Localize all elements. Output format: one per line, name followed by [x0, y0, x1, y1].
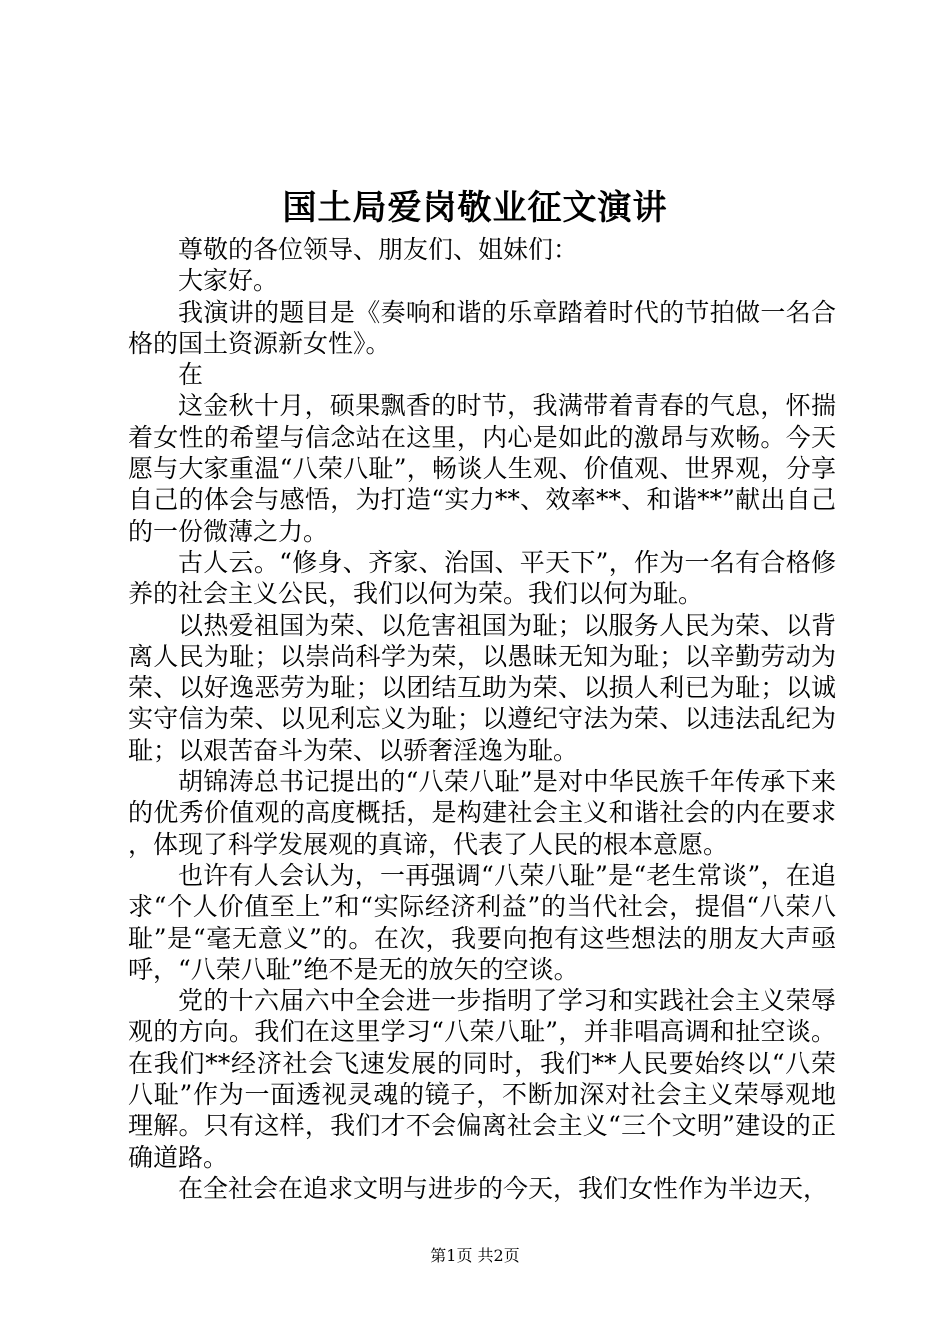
paragraph-hello: 大家好。 [178, 266, 279, 296]
paragraph-hu-jintao: 胡锦涛总书记提出的“八荣八耻”是对中华民族千年传承下来的优秀价值观的高度概括，是构建社会主义和谐社会的内在要求，体现了科学发展观的真谛，代表了人民的根本意愿。 [128, 767, 836, 859]
paragraph-party: 党的十六届六中全会进一步指明了学习和实践社会主义荣辱观的方向。我们在这里学习“八荣八耻”，并非唱高调和扯空谈。在我们**经济社会飞速发展的同时，我们**人民要始终以“八荣八耻”作为一面透视灵魂的镜子，不断加深对社会主义荣辱观地理解。只有这样，我们才不会偏离社会主义“三个文明”建设的正确道路。 [128, 986, 836, 1172]
paragraph-greeting: 尊敬的各位领导、朋友们、姐妹们： [178, 235, 579, 264]
paragraph-society: 在全社会在追求文明与进步的今天，我们女性作为半边天， [178, 1173, 829, 1203]
paragraph-ancients: 古人云。“修身、齐家、治国、平天下”，作为一名有合格修养的社会主义公民，我们以何为荣。我们以何为耻。 [128, 547, 836, 609]
paragraph-perhaps: 也许有人会认为，一再强调“八荣八耻”是“老生常谈”，在追求“个人价值至上”和“实际经济利益”的当代社会，提倡“八荣八耻”是“毫无意义”的。在次，我要向抱有这些想法的朋友大声亟呼，“八荣八耻”绝不是无的放矢的空谈。 [128, 860, 836, 984]
paragraph-fragment: 在 [178, 360, 204, 390]
document-body [128, 234, 836, 1204]
paragraph-honors: 以热爱祖国为荣、以危害祖国为耻；以服务人民为荣、以背离人民为耻；以崇尚科学为荣，以愚昧无知为耻；以辛勤劳动为荣、以好逸恶劳为耻；以团结互助为荣、以损人利已为耻；以诚实守信为荣、以见利忘义为耻；以遵纪守法为荣、以违法乱纪为耻；以艰苦奋斗为荣、以骄奢淫逸为耻。 [128, 610, 836, 765]
paragraph-autumn: 这金秋十月，硕果飘香的时节，我满带着青春的气息，怀揣着女性的希望与信念站在这里，内心是如此的激昂与欢畅。今天愿与大家重温“八荣八耻”，畅谈人生观、价值观、世界观，分享自己的体会与感悟，为打造“实力**、效率**、和谐**”献出自己的一份微薄之力。 [128, 391, 836, 546]
document-title: 国土局爱岗敬业征文演讲 [282, 188, 668, 228]
page-footer: 第1页 共2页 [430, 1246, 520, 1265]
paragraph-topic: 我演讲的题目是《奏响和谐的乐章踏着时代的节拍做一名合格的国土资源新女性》。 [128, 297, 836, 358]
